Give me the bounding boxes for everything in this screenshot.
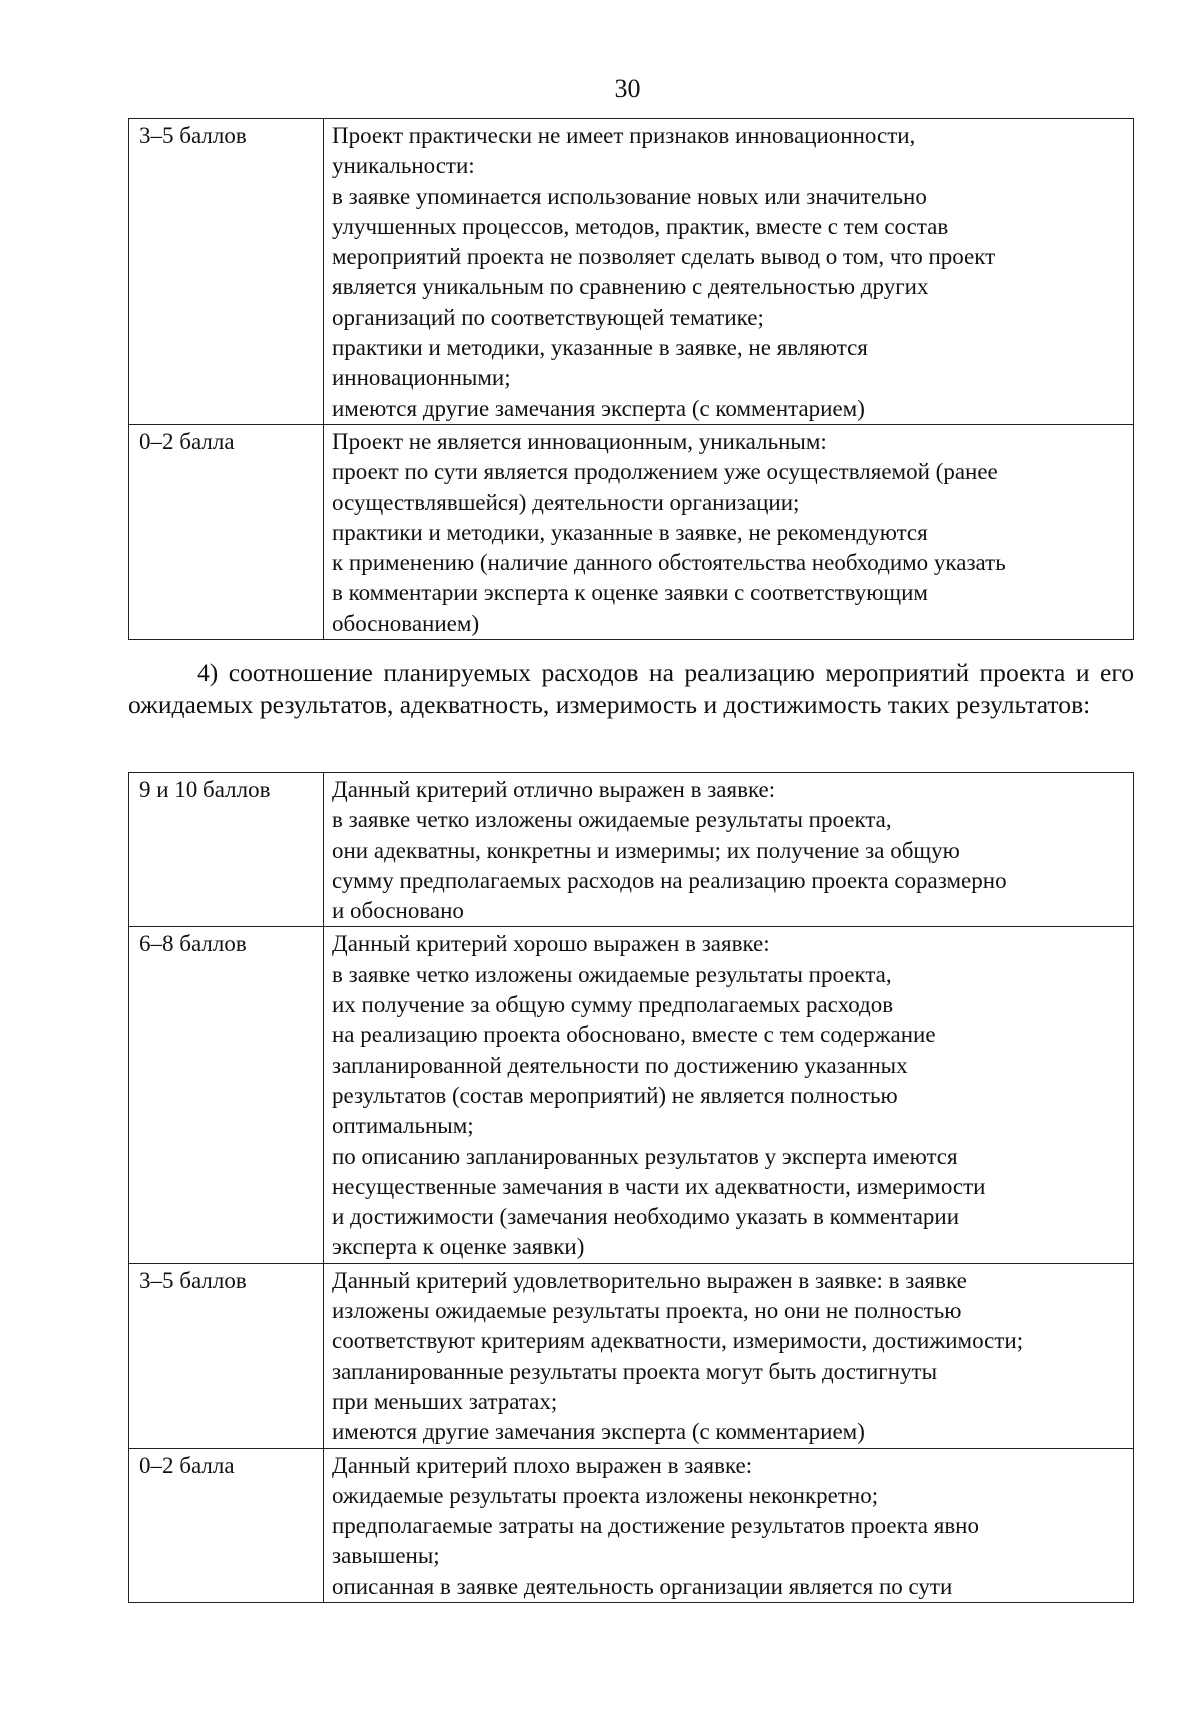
description-cell [324,773,1134,927]
description-line: инновационными; [332,365,511,391]
table-row [129,927,1134,1263]
description-line: изложены ожидаемые результаты проекта, но они не полностью [332,1298,962,1324]
score-cell: 3–5 баллов [129,119,324,425]
table-row [129,424,1134,639]
description-line: при меньших затратах; [332,1388,558,1414]
description-line: к применению (наличие данного обстоятельства необходимо указать [332,550,1006,576]
score-cell: 0–2 балла [129,1448,324,1602]
description-line: соответствуют критериям адекватности, измеримости, достижимости; [332,1328,1024,1354]
score-cell: 6–8 баллов [129,927,324,1263]
description-line: практики и методики, указанные в заявке, не являются [332,335,868,361]
page-number: 30 [614,74,641,103]
description-line: имеются другие замечания эксперта (с комментарием) [332,1419,865,1445]
description-line: проект по сути является продолжением уже осуществляемой (ранее [332,459,998,485]
description-line: Проект не является инновационным, уникальным: [332,428,827,454]
criterion-4-paragraph [128,657,1134,721]
description-line: улучшенных процессов, методов, практик, вместе с тем состав [332,213,949,239]
description-line: Данный критерий хорошо выражен в заявке: [332,931,770,957]
description-line: и достижимости (замечания необходимо указать в комментарии [332,1204,960,1230]
description-line: описанная в заявке деятельность организации является по сути [332,1573,953,1599]
score-cell: 9 и 10 баллов [129,773,324,927]
description-line: ожидаемые результаты проекта изложены неконкретно; [332,1482,879,1508]
table-body [129,773,1134,1603]
table-row [129,773,1134,927]
description-line: имеются другие замечания эксперта (с комментарием) [332,395,865,421]
description-line: предполагаемые затраты на достижение результатов проекта явно [332,1513,979,1539]
criteria-table-innovation [128,118,1134,640]
description-line: в заявке четко изложены ожидаемые результаты проекта, [332,961,892,987]
description-line: Данный критерий отлично выражен в заявке: [332,777,776,802]
description-line: они адекватны, конкретны и измеримы; их получение за общую [332,837,960,863]
score-cell: 0–2 балла [129,424,324,639]
description-line: осуществлявшейся) деятельности организации; [332,489,800,515]
description-cell [324,1263,1134,1448]
score-cell: 3–5 баллов [129,1263,324,1448]
description-line: запланированные результаты проекта могут быть достигнуты [332,1358,938,1384]
description-line: Проект практически не имеет признаков инновационности, [332,123,916,148]
description-cell [324,119,1134,425]
description-cell [324,927,1134,1263]
description-line: их получение за общую сумму предполагаемых расходов [332,992,894,1018]
table-row [129,1448,1134,1602]
description-line: сумму предполагаемых расходов на реализацию проекта соразмерно [332,867,1007,893]
description-line: на реализацию проекта обосновано, вместе с тем содержание [332,1022,936,1048]
description-line: оптимальным; [332,1113,474,1139]
description-line: является уникальным по сравнению с деятельностью других [332,274,929,300]
description-line: уникальности: [332,153,475,179]
description-line: по описанию запланированных результатов у эксперта имеются [332,1143,958,1169]
description-line: организаций по соответствующей тематике; [332,304,764,330]
description-line: в комментарии эксперта к оценке заявки с соответствующим [332,580,928,606]
description-line: практики и методики, указанные в заявке, не рекомендуются [332,519,928,545]
description-line: в заявке упоминается использование новых или значительно [332,183,927,209]
table-row [129,119,1134,425]
description-cell [324,424,1134,639]
paragraph-text: 4) соотношение планируемых расходов на реализацию мероприятий проекта и его ожидаемых результатов, адекватность, измеримость и достижимость таких результатов: [128,658,1134,719]
description-line: эксперта к оценке заявки) [332,1234,585,1260]
table-body [129,119,1134,640]
description-line: Данный критерий плохо выражен в заявке: [332,1452,753,1478]
description-line: Данный критерий удовлетворительно выражен в заявке: в заявке [332,1267,967,1293]
description-line: завышены; [332,1543,440,1569]
description-line: и обосновано [332,898,464,924]
description-line: запланированной деятельности по достижению указанных [332,1052,908,1078]
description-line: обоснованием) [332,610,480,636]
description-line: несущественные замечания в части их адекватности, измеримости [332,1173,986,1199]
description-line: мероприятий проекта не позволяет сделать вывод о том, что проект [332,244,996,270]
description-line: результатов (состав мероприятий) не является полностью [332,1082,898,1108]
description-cell [324,1448,1134,1602]
criteria-table-results [128,772,1134,1603]
description-line: в заявке четко изложены ожидаемые результаты проекта, [332,807,892,833]
table-row [129,1263,1134,1448]
